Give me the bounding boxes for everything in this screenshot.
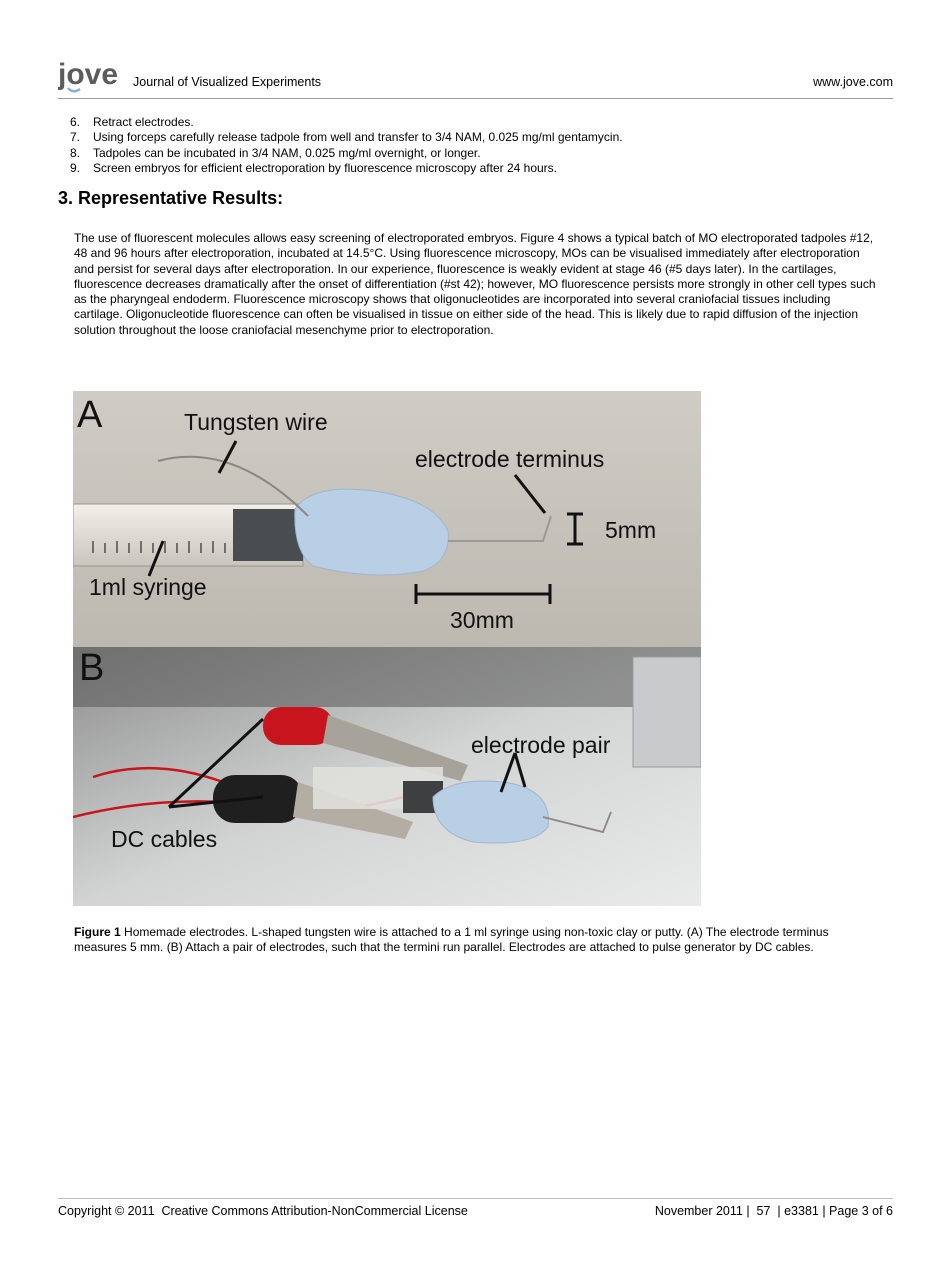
list-item: [70, 146, 890, 161]
figure-1-photo: [73, 391, 701, 906]
list-item: [70, 115, 890, 130]
step-number: 6.: [70, 115, 81, 129]
page-footer: [58, 1198, 893, 1218]
panel-b: [73, 647, 701, 906]
results-paragraph: The use of fluorescent molecules allows easy screening of electroporated embryos. Figure 4 shows a typical batch of MO electroporated tadpoles #12, 48 and 96 hours after electroporation, incubated at 14.5°C. Using fluorescence microscopy, MOs can be visualised immediately after electroporation and persist for several days after electroporation. In our experience, fluorescence is weakly evident at stage 46 (#5 days later). In the cartilages, fluorescence decreases dramatically after the onset of differentiation (#st 42); however, MO fluorescence persists more strongly in other cell types such as the pharyngeal endoderm. Fluorescence microscopy shows that oligonucleotides are incorporated into several craniofacial tissues including cartilage. Oligonucleotide fluorescence can often be visualised in tissue on either side of the head. This is likely due to rapid diffusion of the injection solution throughout the loose craniofacial mesenchyme prior to electroporation.: [74, 231, 876, 337]
label-30mm: 30mm: [450, 607, 514, 633]
protocol-steps: [70, 115, 890, 176]
step-number: 7.: [70, 130, 81, 145]
label-1ml-syringe: 1ml syringe: [89, 574, 207, 600]
step-text: Using forceps carefully release tadpole from well and transfer to 3/4 NAM, 0.025 mg/ml gentamycin.: [93, 130, 623, 145]
label-tungsten-wire: Tungsten wire: [184, 409, 328, 435]
step-text: Screen embryos for efficient electroporation by fluorescence microscopy after 24 hours.: [93, 160, 558, 175]
list-item: [70, 130, 890, 145]
site-url[interactable]: www.jove.com: [813, 75, 893, 89]
caption-text: Homemade electrodes. L-shaped tungsten wire is attached to a 1 ml syringe using non-toxic clay or putty. (A) The electrode terminus measures 5 mm. (B) Attach a pair of electrodes, such that the termini run parallel. Electrodes are attached to pulse generator by DC cables.: [74, 925, 829, 955]
label-5mm: 5mm: [605, 517, 657, 543]
step-number: 9.: [70, 160, 81, 175]
jove-logo[interactable]: [58, 60, 128, 94]
panel-a-letter: A: [77, 394, 103, 436]
panel-a: [73, 391, 701, 647]
list-item: [70, 161, 890, 176]
label-electrode-pair: electrode pair: [471, 732, 611, 758]
step-number: 8.: [70, 145, 81, 160]
panel-b-letter: B: [79, 647, 105, 689]
copyright-text: Copyright © 2011 Creative Commons Attribution-NonCommercial License: [58, 1204, 468, 1218]
label-dc-cables: DC cables: [111, 826, 218, 852]
figure-caption: [74, 925, 884, 956]
journal-name: Journal of Visualized Experiments: [133, 75, 322, 89]
step-text: Tadpoles can be incubated in 3/4 NAM, 0.025 mg/ml overnight, or longer.: [93, 145, 481, 160]
page-header: [58, 58, 893, 99]
section-heading: 3. Representative Results:: [58, 188, 284, 208]
caption-label: Figure 1: [74, 925, 121, 939]
step-text: Retract electrodes.: [93, 115, 194, 129]
label-electrode-terminus: electrode terminus: [415, 446, 605, 472]
logo-text: jove: [58, 60, 119, 91]
page-info: November 2011 | 57 | e3381 | Page 3 of 6: [654, 1204, 893, 1218]
